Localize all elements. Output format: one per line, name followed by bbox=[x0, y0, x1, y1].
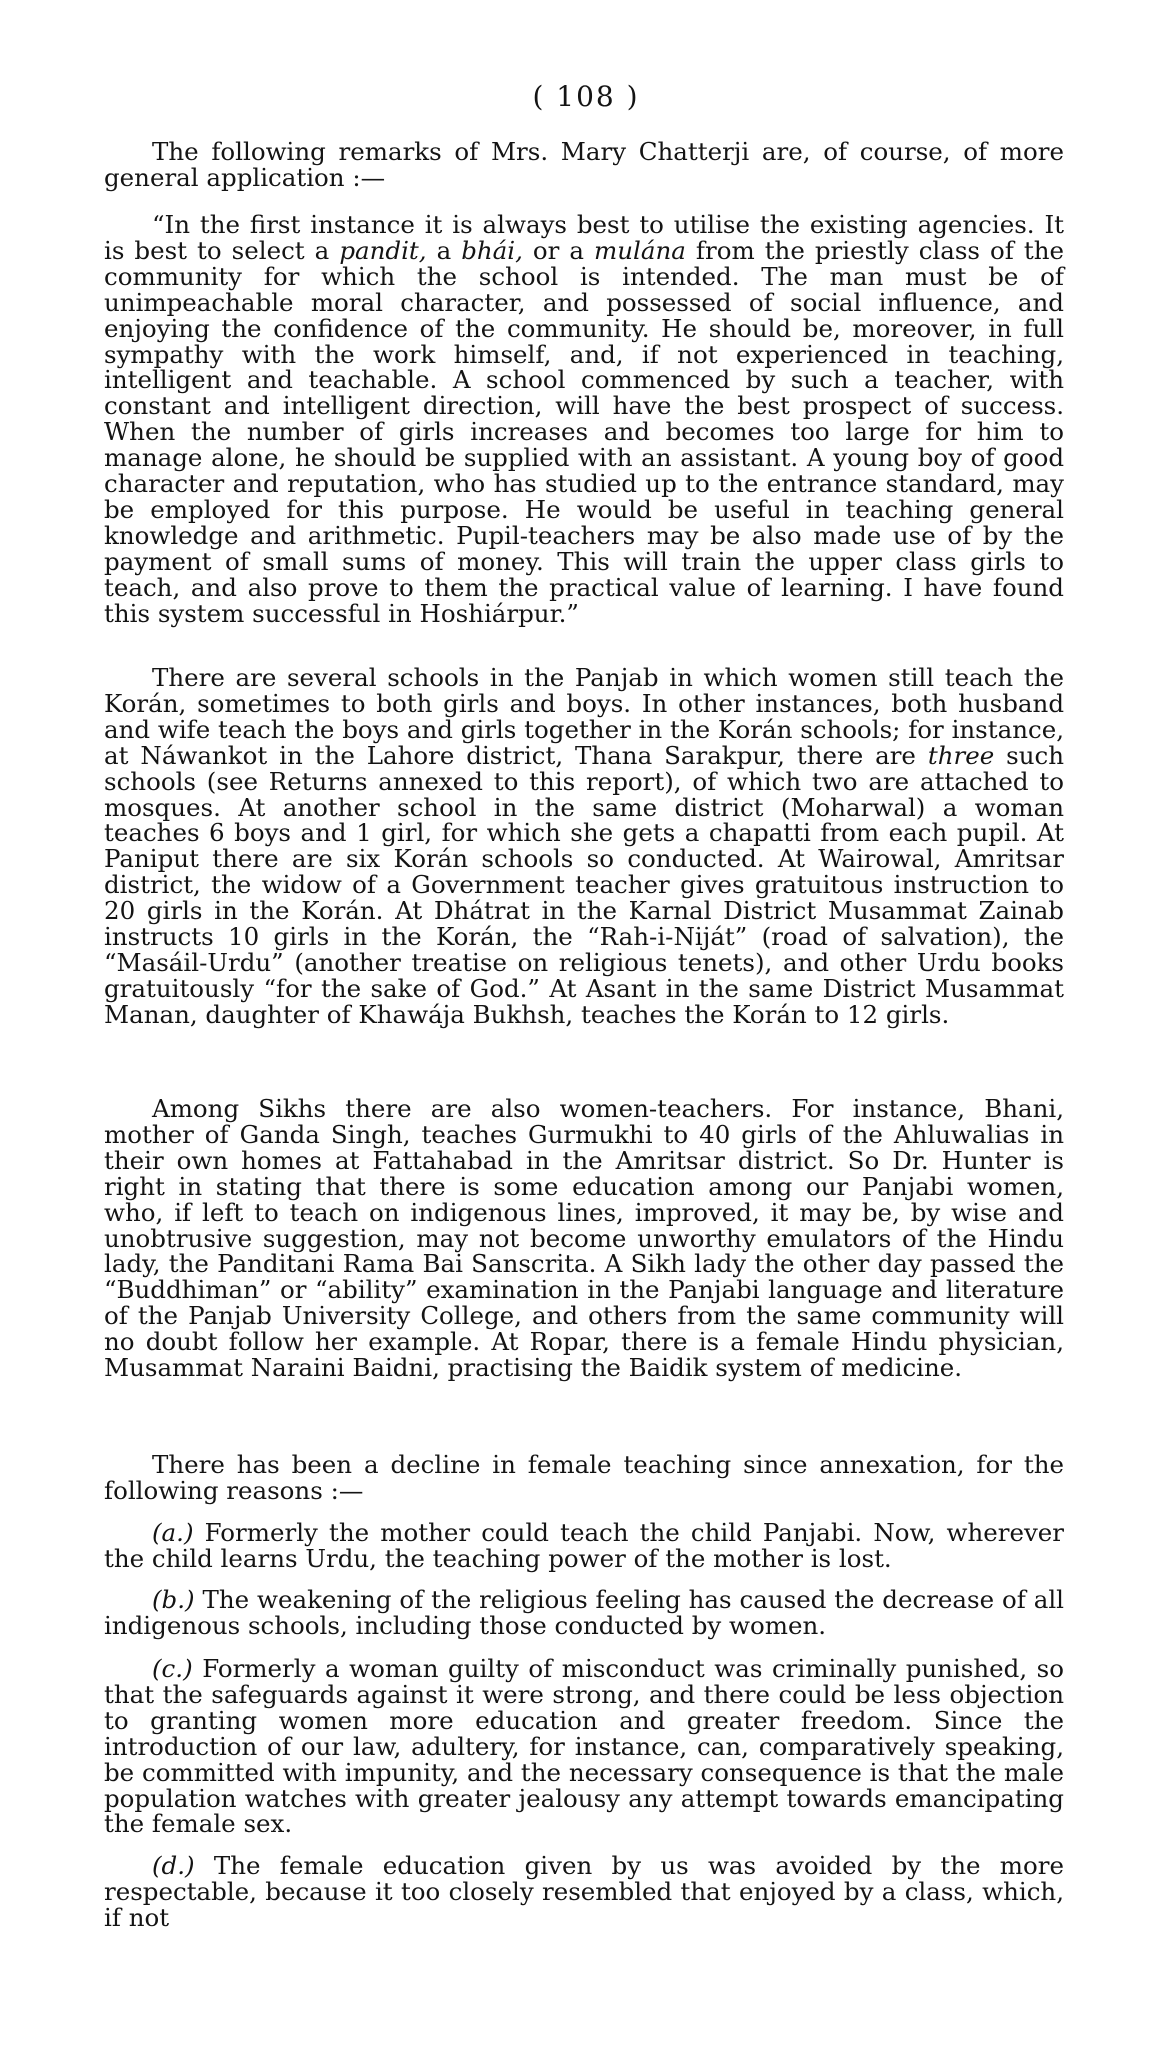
page-number: ( 108 ) bbox=[532, 80, 640, 113]
reason-a bbox=[104, 1520, 1064, 1572]
reason-text: The female education given by us was avoided by the more respectable, because it too closely resembled that enjoyed by a class, which, if not bbox=[104, 1851, 1064, 1932]
quote-part-4: from the priestly class of the community for which the school is intended. The man must be of unimpeachable moral character, and possessed of social influence, and enjoying the confidence of the community. He should be, moreover, in full sympathy with the work himself, and, if not experienced in teaching, intelligent and teachable. A school commenced by such a teacher, with constant and intelligent direction, will have the best prospect of success. When the number of girls increases and becomes too large for him to manage alone, he should be supplied with an assistant. A young boy of good character and reputation, who has studied up to the entrance standard, may be employed for this purpose. He would be useful in teaching general knowledge and arithmetic. Pupil-teachers may be also made use of by the payment of small sums of money. This will train the upper class girls to teach, and also prove to them the practical value of learning. I have found this system successful in Hoshiárpur.” bbox=[104, 235, 1064, 628]
reason-label: (a.) bbox=[152, 1518, 194, 1547]
reason-text: Formerly the mother could teach the child Panjabi. Now, wherever the child learns Urdu, the teaching power of the mother is lost. bbox=[104, 1518, 1064, 1573]
decline-paragraph bbox=[104, 1452, 1064, 1504]
reason-label: (c.) bbox=[152, 1654, 193, 1683]
koran-schools-paragraph bbox=[104, 665, 1064, 1028]
intro-paragraph bbox=[104, 139, 1064, 191]
reason-text: Formerly a woman guilty of misconduct was criminally punished, so that the safeguards against it were strong, and there could be less objection to granting women more education and greater freedom. Since the introduction of our law, adultery, for instance, can, comparatively speaking, be committed with impunity, and the necessary consequence is that the male population watches with greater jealousy any attempt towards emancipating the female sex. bbox=[104, 1654, 1064, 1839]
koran-text bbox=[104, 665, 1064, 1028]
term-bhai: bhái, bbox=[461, 235, 523, 265]
koran-part-2: such schools (see Returns annexed to this report), of which two are attached to mosques. At another school in the same district (Moharwal) a woman teaches 6 boys and 1 girl, for which she gets a chapatti from each pupil. At Paniput there are six Korán schools so conducted. At Wairowal, Amritsar district, the widow of a Government teacher gives gratuitous instruction to 20 girls in the Korán. At Dhátrat in the Karnal District Musammat Zainab instructs 10 girls in the Korán, the “Rah-i-Niját” (road of salvation), the “Masáil-Urdu” (another treatise on religious tenets), and other Urdu books gratuitously “for the sake of God.” At Asant in the same District Musammat Manan, daughter of Khawája Bukhsh, teaches the Korán to 12 girls. bbox=[104, 740, 1064, 1029]
reason-d bbox=[104, 1853, 1064, 1931]
quote-part-1: “In the first instance it is always best to utilise the existing agencies. It is best to select a bbox=[104, 210, 1064, 265]
reason-c bbox=[104, 1656, 1064, 1837]
quote-text bbox=[104, 212, 1064, 627]
reason-label: (d.) bbox=[152, 1851, 195, 1880]
reason-label: (b.) bbox=[152, 1585, 195, 1614]
sikh-teachers-paragraph bbox=[104, 1096, 1064, 1381]
quote-part-3: or a bbox=[522, 235, 595, 265]
chatterji-quote bbox=[104, 212, 1064, 627]
reason-b bbox=[104, 1587, 1064, 1639]
quote-part-2: a bbox=[426, 235, 462, 265]
sikh-text: Among Sikhs there are also women-teachers. For instance, Bhani, mother of Ganda Singh, teaches Gurmukhi to 40 girls of the Ahluwalias in their own homes at Fattahabad in the Amritsar district. So Dr. Hunter is right in stating that there is some education among our Panjabi women, who, if left to teach on indigenous lines, improved, it may be, by wise and unobtrusive suggestion, may not become unworthy emulators of the Hindu lady, the Panditani Rama Bai Sanscrita. A Sikh lady the other day passed the “Buddhiman” or “ability” examination in the Panjabi language and literature of the Panjab University College, and others from the same community will no doubt follow her example. At Ropar, there is a female Hindu physician, Musammat Naraini Baidni, practising the Baidik system of medicine. bbox=[104, 1094, 1064, 1383]
decline-text: There has been a decline in female teaching since annexation, for the following reasons :— bbox=[104, 1450, 1064, 1505]
koran-part-1: There are several schools in the Panjab in which women still teach the Korán, sometimes to both girls and boys. In other instances, both husband and wife teach the boys and girls together in the Korán schools; for instance, at Náwankot in the Lahore district, Thana Sarakpur, there are bbox=[104, 663, 1064, 770]
term-three: three bbox=[927, 740, 995, 770]
term-pandit: pandit, bbox=[339, 235, 427, 265]
term-mulana: mulána bbox=[594, 235, 686, 265]
intro-text: The following remarks of Mrs. Mary Chatterji are, of course, of more general application :— bbox=[104, 137, 1064, 192]
reason-text: The weakening of the religious feeling has caused the decrease of all indigenous schools, including those conducted by women. bbox=[104, 1585, 1064, 1640]
